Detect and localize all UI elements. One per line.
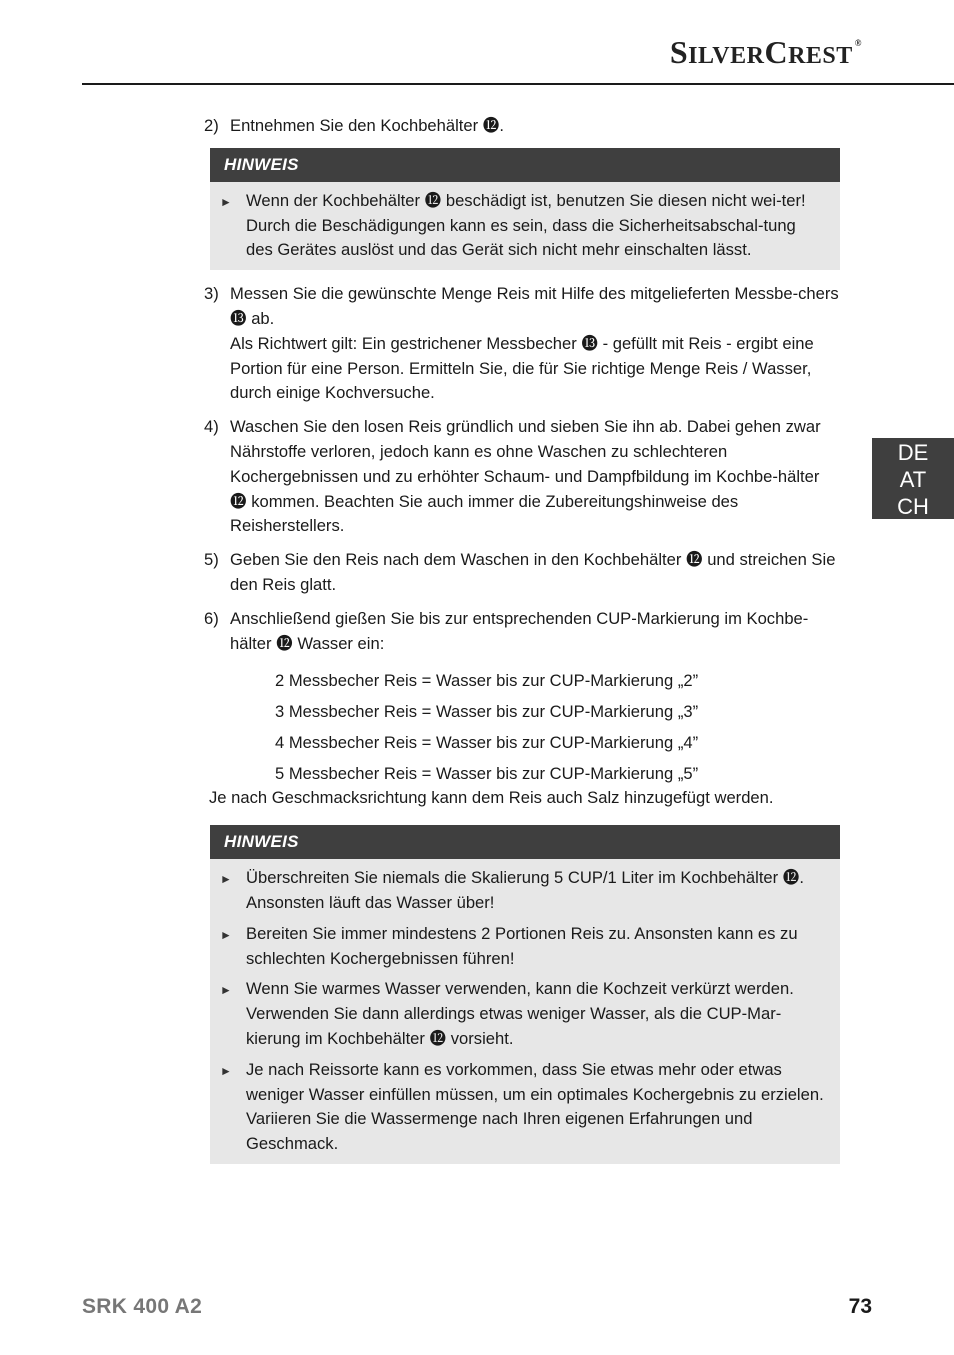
language-code: DE (897, 440, 929, 465)
registered-mark: ® (854, 38, 862, 48)
step-text: Waschen Sie den losen Reis gründlich und sieben Sie ihn ab. Dabei gehen zwar Nährstoffe verloren, jedoch kann es ohne Waschen zu schlechteren Kochergebnissen und zu erhöhter Schaum- und Dampfbildung im Kochbe-hälter ⓬ kommen. Beachten Sie auch immer die Zubereitungshinweise des Reisherstellers. (230, 417, 821, 536)
arrow-right-icon: ► (220, 983, 232, 998)
arrow-right-icon: ► (220, 194, 232, 209)
note-item-text: Wenn Sie warmes Wasser verwenden, kann die Kochzeit verkürzt werden. Verwenden Sie dann allerdings etwas weniger Wasser, als die CUP-Mar-kierung im Kochbehälter ⓬ vorsieht. (246, 979, 794, 1048)
step-text: Anschließend gießen Sie bis zur entsprechenden CUP-Markierung im Kochbe-hälter ⓬ Wasser ein: (230, 608, 809, 653)
step-2 (204, 114, 840, 139)
measure-line: 3 Messbecher Reis = Wasser bis zur CUP-Markierung „3” (275, 702, 699, 722)
language-tab (872, 438, 954, 519)
note-item (220, 1058, 824, 1157)
note-item-text: Wenn der Kochbehälter ⓬ beschädigt ist, benutzen Sie diesen nicht wei-ter! Durch die Beschädigungen kann es sein, dass die Sicherheitsabschal-tung des Gerätes auslöst und das Gerät sich nicht mehr einschalten lässt. (246, 190, 806, 260)
step-5 (204, 548, 840, 598)
step-number: 3) (204, 284, 219, 304)
page-number: 73 (848, 1295, 872, 1318)
note-item (220, 977, 824, 1051)
brand-letter: C (764, 34, 789, 70)
step-6 (204, 607, 840, 657)
step-number: 4) (204, 417, 219, 437)
note-item (220, 922, 824, 972)
brand-letter: S (669, 34, 689, 70)
step-number: 5) (204, 550, 219, 570)
note-box (210, 825, 840, 1164)
note-item-text: Je nach Reissorte kann es vorkommen, dass Sie etwas mehr oder etwas weniger Wasser einfüllen müssen, um ein optimales Kochergebnis zu erzielen. Variieren Sie die Wassermenge nach Ihren eigenen Erfahrungen und Geschmack. (246, 1059, 824, 1154)
measure-list (204, 665, 840, 789)
measure-line: 2 Messbecher Reis = Wasser bis zur CUP-Markierung „2” (275, 671, 699, 691)
model-number: SRK 400 A2 (82, 1295, 203, 1318)
language-code: CH (897, 494, 929, 519)
step-4 (204, 415, 840, 539)
measure-line: 4 Messbecher Reis = Wasser bis zur CUP-Markierung „4” (275, 733, 699, 753)
note-item-text: Bereiten Sie immer mindestens 2 Portionen Reis zu. Ansonsten kann es zu schlechten Kochergebnissen führen! (246, 923, 798, 968)
note-item (220, 866, 824, 916)
arrow-right-icon: ► (220, 1063, 232, 1078)
step-text-detail: Als Richtwert gilt: Ein gestrichener Messbecher ⓭ - gefüllt mit Reis - ergibt eine Portion für eine Person. Ermitteln Sie, die für Sie richtige Menge Reis / Wasser, durch einige Kochversuche. (230, 333, 814, 403)
step-3 (204, 282, 840, 406)
note-title: HINWEIS (210, 825, 840, 859)
page-content (204, 114, 840, 1176)
arrow-right-icon: ► (220, 872, 232, 887)
brand-letters: ILVER (688, 43, 765, 69)
note-box (210, 148, 840, 270)
note-item-text: Überschreiten Sie niemals die Skalierung 5 CUP/1 Liter im Kochbehälter ⓬. Ansonsten läuft das Wasser über! (246, 868, 804, 912)
arrow-right-icon: ► (220, 927, 232, 942)
step-number: 2) (204, 116, 219, 135)
step-text: Geben Sie den Reis nach dem Waschen in den Kochbehälter ⓬ und streichen Sie den Reis glatt. (230, 550, 836, 594)
measure-line: 5 Messbecher Reis = Wasser bis zur CUP-Markierung „5” (275, 764, 699, 784)
step-text: Entnehmen Sie den Kochbehälter ⓬. (230, 116, 504, 135)
header-rule (82, 83, 954, 85)
note-item (220, 189, 824, 263)
brand-letters: REST (788, 43, 853, 69)
salt-note: Je nach Geschmacksrichtung kann dem Reis auch Salz hinzugefügt werden. (209, 788, 774, 808)
note-title: HINWEIS (210, 148, 840, 182)
language-code: AT (899, 467, 927, 492)
brand-logo (670, 34, 862, 71)
step-number: 6) (204, 608, 219, 628)
step-text: Messen Sie die gewünschte Menge Reis mit Hilfe des mitgelieferten Messbe-chers ⓭ ab. (230, 284, 839, 328)
